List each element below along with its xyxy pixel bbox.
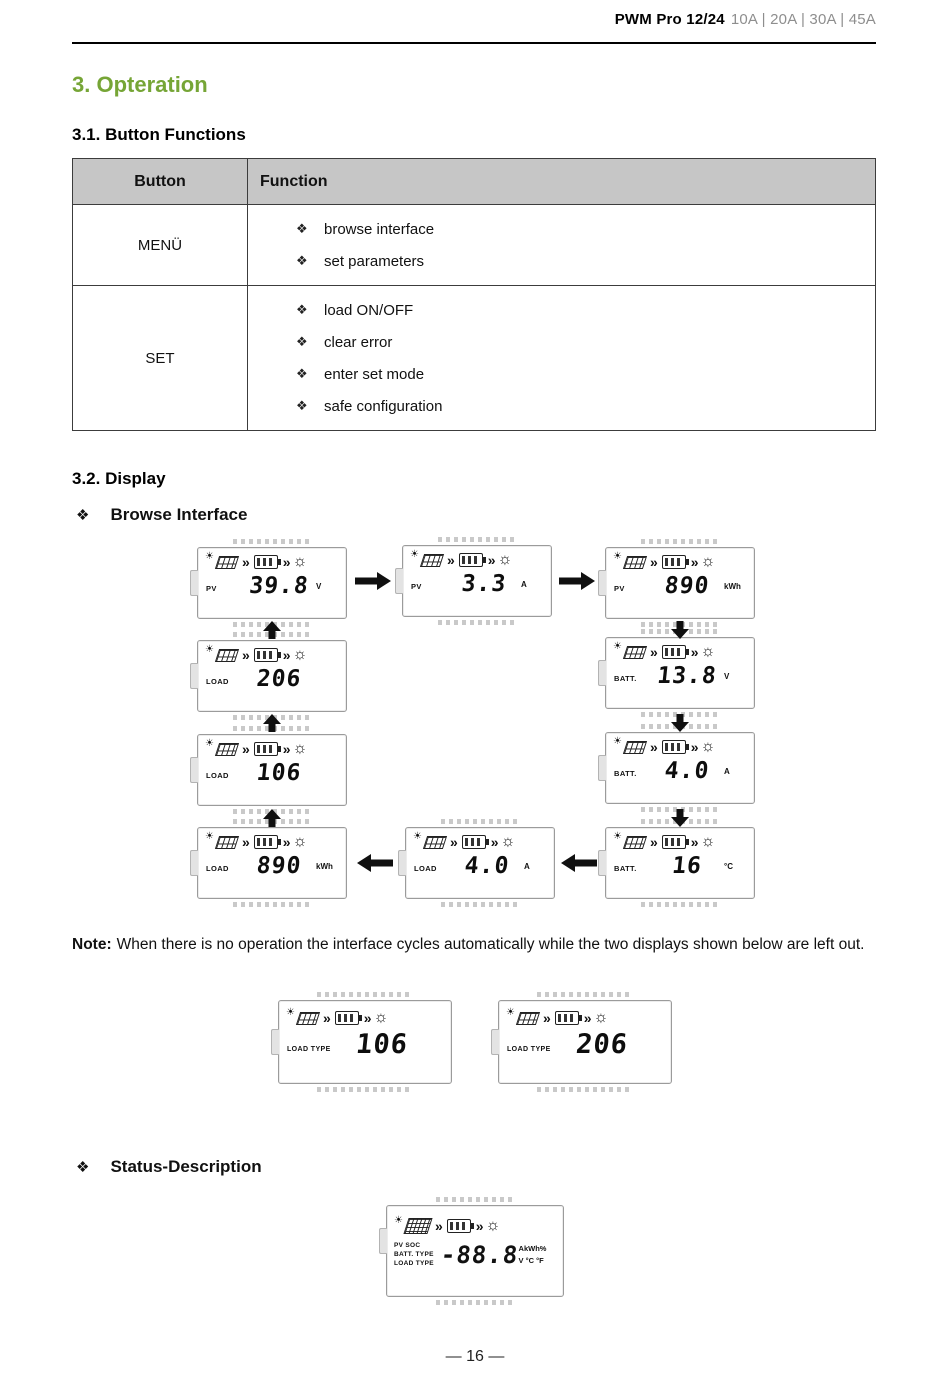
bulb-icon: ☼: [593, 1009, 609, 1026]
lcd-label: BATT.: [614, 674, 637, 683]
lcd-icon-row: [613, 736, 747, 758]
lcd-value: 206: [574, 1029, 630, 1060]
chevron-right-icon: »: [690, 739, 698, 755]
solar-panel-icon: [516, 1012, 540, 1025]
arrow-down-icon: [671, 809, 689, 827]
header-divider: [72, 42, 876, 44]
page-number: — 16 —: [445, 1348, 505, 1365]
function-item: clear error: [324, 333, 393, 351]
arrow-left-icon: [357, 854, 393, 872]
page-header: [615, 11, 876, 28]
chevron-right-icon: »: [690, 644, 698, 660]
chevron-right-icon: »: [449, 834, 457, 850]
lcd-unit: A: [521, 580, 527, 589]
col-header-button: Button: [73, 159, 248, 205]
lcd-label: PV: [614, 584, 625, 593]
excluded-displays: [0, 1000, 950, 1084]
bulb-icon: ☼: [500, 833, 516, 850]
connector-tab: [491, 1029, 499, 1055]
lcd-label: LOAD: [206, 771, 229, 780]
solder-pads: [436, 1300, 514, 1305]
lcd-screen-pv-kwh: [605, 547, 755, 619]
list-item: [248, 213, 875, 245]
chevron-right-icon: »: [241, 741, 249, 757]
lcd-unit-labels: [519, 1244, 556, 1265]
lcd-screen-status-all-segments: [386, 1205, 564, 1297]
solar-panel-icon: [215, 743, 239, 756]
diamond-bullet: ❖: [296, 398, 308, 413]
button-name-menu: MENÜ: [73, 205, 248, 286]
connector-tab: [598, 660, 606, 686]
lcd-icon-row: [205, 831, 339, 853]
sun-icon: ☀: [410, 549, 419, 560]
lcd-label: BATT. TYPE: [394, 1251, 434, 1258]
function-item: set parameters: [324, 252, 425, 270]
lcd-value: 206: [255, 666, 303, 692]
lcd-label: LOAD TYPE: [507, 1046, 551, 1053]
lcd-unit: V: [724, 672, 730, 681]
lcd-label: PV SOC: [394, 1242, 421, 1249]
lcd-icon-row: [410, 549, 544, 571]
connector-tab: [598, 570, 606, 596]
lcd-unit: AkWh%: [518, 1244, 547, 1253]
connector-tab: [379, 1228, 387, 1254]
lcd-label: PV: [411, 582, 422, 591]
chevron-right-icon: »: [487, 552, 495, 568]
subsection-display: 3.2. Display: [72, 469, 166, 488]
lcd-label: LOAD: [206, 864, 229, 873]
connector-tab: [398, 850, 406, 876]
chevron-right-icon: »: [363, 1010, 371, 1026]
model-list: 10A | 20A | 30A | 45A: [730, 11, 876, 28]
lcd-screen-load-type-106: [278, 1000, 452, 1084]
lcd-value: 3.3: [460, 571, 508, 597]
arrow-up-icon: [263, 809, 281, 827]
solder-pads: [441, 819, 519, 824]
lcd-value: -88.8: [439, 1240, 521, 1269]
battery-icon: [335, 1011, 359, 1025]
bulb-icon: ☼: [700, 643, 716, 660]
status-description-heading: [76, 1157, 262, 1177]
bulb-icon: ☼: [700, 738, 716, 755]
heading-text: Browse Interface: [110, 505, 248, 524]
lcd-screen-load-206: [197, 640, 347, 712]
sun-icon: ☀: [506, 1007, 515, 1018]
chevron-right-icon: »: [241, 647, 249, 663]
chevron-right-icon: »: [282, 554, 290, 570]
lcd-icon-row: [613, 831, 747, 853]
solder-pads: [317, 992, 413, 997]
diamond-bullet: ❖: [296, 221, 308, 236]
lcd-screen-load-type-206: [498, 1000, 672, 1084]
function-item: enter set mode: [324, 365, 425, 383]
solder-pads: [441, 902, 519, 907]
chevron-right-icon: »: [690, 834, 698, 850]
lcd-value: 890: [255, 853, 303, 879]
table-row-menu: [73, 205, 876, 286]
subsection-button-functions: 3.1. Button Functions: [72, 125, 246, 144]
battery-icon: [254, 835, 278, 849]
lcd-icon-row: [613, 641, 747, 663]
lcd-screen-batt-volt: [605, 637, 755, 709]
arrow-down-icon: [671, 714, 689, 732]
connector-tab: [271, 1029, 279, 1055]
lcd-icon-row: [394, 1213, 556, 1239]
bulb-icon: ☼: [292, 833, 308, 850]
battery-icon: [662, 555, 686, 569]
section-title: 3. Opteration: [72, 72, 208, 97]
list-item: [248, 245, 875, 277]
lcd-value: 4.0: [663, 758, 711, 784]
arrow-up-icon: [263, 714, 281, 732]
chevron-right-icon: »: [241, 834, 249, 850]
sun-icon: ☀: [205, 644, 214, 655]
solar-panel-icon: [623, 646, 647, 659]
arrow-left-icon: [561, 854, 597, 872]
solder-pads: [233, 902, 311, 907]
function-list: [248, 294, 875, 422]
chevron-right-icon: »: [583, 1010, 591, 1026]
chevron-right-icon: »: [322, 1010, 330, 1026]
lcd-screen-pv-volt: [197, 547, 347, 619]
list-item: [248, 390, 875, 422]
chevron-right-icon: »: [282, 741, 290, 757]
chevron-right-icon: »: [475, 1218, 483, 1234]
lcd-label: BATT.: [614, 864, 637, 873]
lcd-screen-load-106: [197, 734, 347, 806]
solar-panel-icon: [215, 836, 239, 849]
solder-pads: [641, 539, 719, 544]
chevron-right-icon: »: [434, 1218, 442, 1234]
lcd-value: 16: [670, 853, 704, 879]
lcd-value: 39.8: [247, 573, 311, 599]
solar-panel-icon: [215, 556, 239, 569]
sun-icon: ☀: [613, 551, 622, 562]
chevron-right-icon: »: [649, 834, 657, 850]
diamond-bullet: ❖: [296, 334, 308, 349]
solder-pads: [317, 1087, 413, 1092]
bulb-icon: ☼: [485, 1217, 501, 1234]
function-item: load ON/OFF: [324, 301, 414, 319]
lcd-icon-row: [205, 738, 339, 760]
sun-icon: ☀: [613, 736, 622, 747]
bulb-icon: ☼: [700, 833, 716, 850]
function-item: safe configuration: [324, 397, 443, 415]
lcd-screen-load-amp: [405, 827, 555, 899]
lcd-screen-batt-amp: [605, 732, 755, 804]
chevron-right-icon: »: [282, 834, 290, 850]
solder-pads: [537, 1087, 633, 1092]
chevron-right-icon: »: [649, 554, 657, 570]
solar-panel-icon: [215, 649, 239, 662]
bulb-icon: ☼: [292, 740, 308, 757]
list-item: [248, 358, 875, 390]
battery-icon: [462, 835, 486, 849]
table-row-set: [73, 286, 876, 431]
solar-panel-icon: [403, 1218, 432, 1234]
lcd-label: LOAD: [206, 677, 229, 686]
sun-icon: ☀: [205, 551, 214, 562]
chevron-right-icon: »: [282, 647, 290, 663]
chevron-right-icon: »: [446, 552, 454, 568]
solder-pads: [641, 902, 719, 907]
product-name: PWM Pro 12/24: [614, 11, 725, 28]
connector-tab: [190, 850, 198, 876]
diamond-bullet: ❖: [296, 366, 308, 381]
lcd-unit: V °C °F: [518, 1256, 544, 1265]
solder-pads: [438, 620, 516, 625]
sun-icon: ☀: [413, 831, 422, 842]
lcd-label: PV: [206, 584, 217, 593]
solder-pads: [233, 539, 311, 544]
table-header-row: [73, 159, 876, 205]
sun-icon: ☀: [613, 831, 622, 842]
lcd-segment-labels: [394, 1242, 441, 1267]
solar-panel-icon: [420, 554, 444, 567]
note-paragraph: [72, 934, 884, 956]
list-item: [248, 326, 875, 358]
battery-icon: [254, 555, 278, 569]
battery-icon: [459, 553, 483, 567]
connector-tab: [598, 755, 606, 781]
lcd-unit: °C: [724, 862, 733, 871]
heading-text: Status-Description: [110, 1157, 262, 1176]
diamond-bullet: ❖: [296, 253, 308, 268]
chevron-right-icon: »: [490, 834, 498, 850]
solar-panel-icon: [423, 836, 447, 849]
function-item: browse interface: [324, 220, 435, 238]
bulb-icon: ☼: [292, 553, 308, 570]
connector-tab: [395, 568, 403, 594]
solder-pads: [436, 1197, 514, 1202]
lcd-label: LOAD TYPE: [394, 1260, 434, 1267]
lcd-icon-row: [613, 551, 747, 573]
lcd-icon-row: [286, 1007, 444, 1029]
sun-icon: ☀: [286, 1007, 295, 1018]
lcd-value: 106: [255, 760, 303, 786]
arrow-up-icon: [263, 621, 281, 639]
lcd-screen-batt-temp: [605, 827, 755, 899]
bulb-icon: ☼: [292, 646, 308, 663]
connector-tab: [190, 757, 198, 783]
lcd-label: LOAD: [414, 864, 437, 873]
lcd-icon-row: [205, 551, 339, 573]
solar-panel-icon: [623, 836, 647, 849]
function-list: [248, 213, 875, 277]
lcd-label: LOAD TYPE: [287, 1046, 331, 1053]
lcd-unit: kWh: [724, 582, 741, 591]
bulb-icon: ☼: [700, 553, 716, 570]
note-text: When there is no operation the interface cycles automatically while the two displays shown below are left out.: [116, 936, 865, 953]
battery-icon: [254, 742, 278, 756]
lcd-unit: V: [316, 582, 322, 591]
chevron-right-icon: »: [649, 644, 657, 660]
sun-icon: ☀: [613, 641, 622, 652]
lcd-screen-pv-amp: [402, 545, 552, 617]
lcd-label: BATT.: [614, 769, 637, 778]
lcd-value: 4.0: [463, 853, 511, 879]
sun-icon: ☀: [205, 831, 214, 842]
button-functions-table: [72, 158, 876, 431]
bulb-icon: ☼: [373, 1009, 389, 1026]
connector-tab: [598, 850, 606, 876]
sun-icon: ☀: [394, 1215, 403, 1226]
lcd-screen-load-kwh: [197, 827, 347, 899]
sun-icon: ☀: [205, 738, 214, 749]
button-name-set: SET: [73, 286, 248, 431]
lcd-value: 106: [354, 1029, 410, 1060]
lcd-icon-row: [413, 831, 547, 853]
col-header-function: Function: [248, 159, 876, 205]
connector-tab: [190, 570, 198, 596]
arrow-down-icon: [671, 621, 689, 639]
lcd-icon-row: [506, 1007, 664, 1029]
solar-panel-icon: [296, 1012, 320, 1025]
diamond-bullet: ❖: [76, 1159, 90, 1176]
lcd-value: 13.8: [655, 663, 719, 689]
battery-icon: [555, 1011, 579, 1025]
battery-icon: [662, 645, 686, 659]
battery-icon: [662, 835, 686, 849]
browse-interface-heading: [76, 505, 247, 525]
lcd-unit: kWh: [316, 862, 333, 871]
diamond-bullet: ❖: [296, 302, 308, 317]
solar-panel-icon: [623, 556, 647, 569]
bulb-icon: ☼: [497, 551, 513, 568]
chevron-right-icon: »: [542, 1010, 550, 1026]
lcd-unit: A: [724, 767, 730, 776]
connector-tab: [190, 663, 198, 689]
lcd-icon-row: [205, 644, 339, 666]
lcd-unit: A: [524, 862, 530, 871]
solar-panel-icon: [623, 741, 647, 754]
arrow-right-icon: [559, 572, 595, 590]
diamond-bullet: ❖: [76, 507, 90, 524]
note-label: Note:: [72, 936, 112, 953]
list-item: [248, 294, 875, 326]
battery-icon: [447, 1219, 471, 1233]
solder-pads: [438, 537, 516, 542]
solder-pads: [537, 992, 633, 997]
battery-icon: [662, 740, 686, 754]
chevron-right-icon: »: [649, 739, 657, 755]
battery-icon: [254, 648, 278, 662]
chevron-right-icon: »: [241, 554, 249, 570]
arrow-right-icon: [355, 572, 391, 590]
browse-interface-diagram: [197, 545, 757, 913]
lcd-value: 890: [663, 573, 711, 599]
chevron-right-icon: »: [690, 554, 698, 570]
